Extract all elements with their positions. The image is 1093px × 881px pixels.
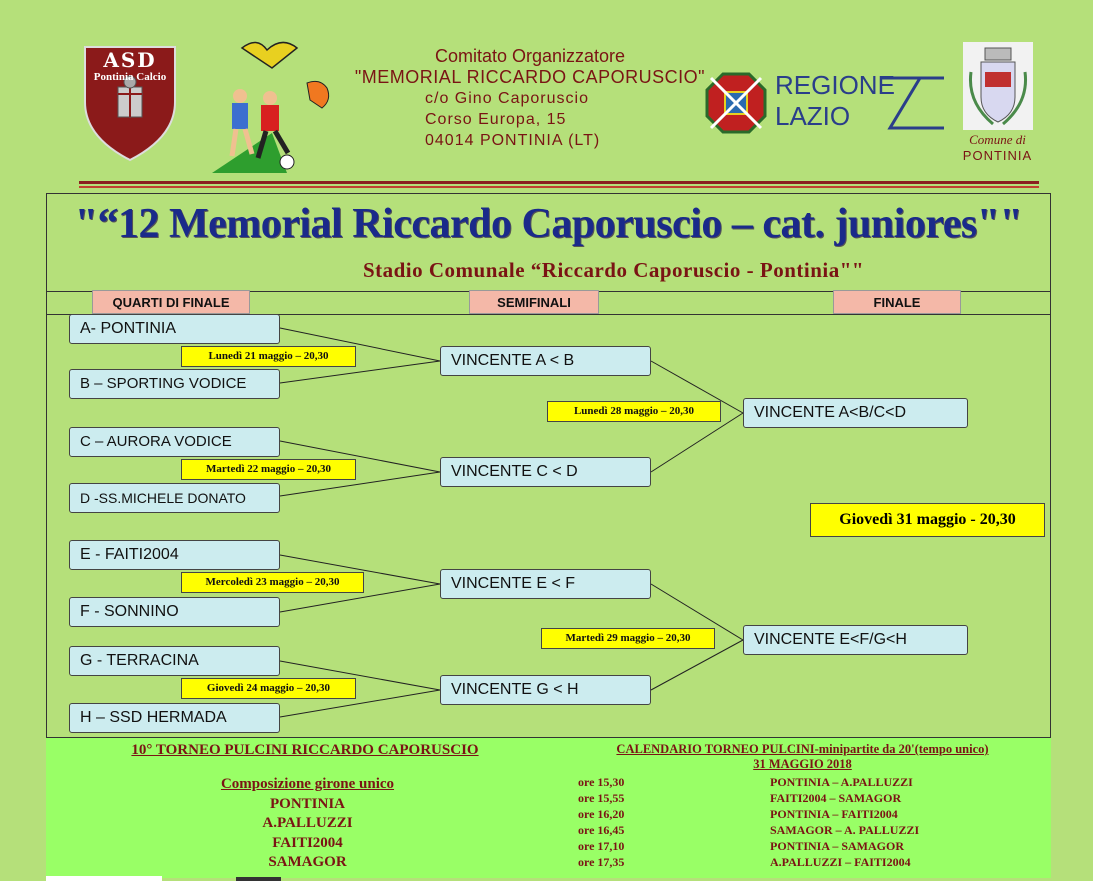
team-g-box: G - TERRACINA xyxy=(69,646,280,676)
organizer-line-4: Corso Europa, 15 xyxy=(425,111,567,128)
phase-label-final: FINALE xyxy=(833,290,961,314)
quarter-date-gh: Giovedì 24 maggio – 20,30 xyxy=(181,678,356,699)
organizer-line-5: 04014 PONTINIA (LT) xyxy=(425,132,601,149)
team-a-box: A- PONTINIA xyxy=(69,314,280,344)
match-time: ore 15,55 xyxy=(578,791,625,805)
team-f-box: F - SONNINO xyxy=(69,597,280,627)
team-d-box: D -SS.MICHELE DONATO xyxy=(69,483,280,513)
match-teams: PONTINIA – FAITI2004 xyxy=(770,807,898,821)
pulcini-title: 10° TORNEO PULCINI RICCARDO CAPORUSCIO xyxy=(131,742,479,758)
final-date: Giovedì 31 maggio - 20,30 xyxy=(810,503,1045,537)
finalist-top-box: VINCENTE A<B/C<D xyxy=(743,398,968,428)
calendar-row xyxy=(578,775,1038,791)
quarter-date-ab: Lunedì 21 maggio – 20,30 xyxy=(181,346,356,367)
quarter-date-ef: Mercoledì 23 maggio – 20,30 xyxy=(181,572,364,593)
group-team: A.PALLUZZI xyxy=(262,815,353,831)
team-b-box: B – SPORTING VODICE xyxy=(69,369,280,399)
calendar-row xyxy=(578,807,1038,823)
organizer-line-1: Comitato Organizzatore xyxy=(434,46,626,66)
regione-line-2: LAZIO xyxy=(775,101,851,131)
organizer-line-3: c/o Gino Caporuscio xyxy=(425,90,589,107)
organizer-line-2: "MEMORIAL RICCARDO CAPORUSCIO" xyxy=(354,67,706,87)
team-h-box: H – SSD HERMADA xyxy=(69,703,280,733)
semi-date-top: Lunedì 28 maggio – 20,30 xyxy=(547,401,721,422)
page-edge-mark xyxy=(236,877,281,881)
phase-label-quarter: QUARTI DI FINALE xyxy=(92,290,250,314)
match-teams: A.PALLUZZI – FAITI2004 xyxy=(770,855,911,869)
match-teams: PONTINIA – A.PALLUZZI xyxy=(770,775,913,789)
calendar-date: 31 MAGGIO 2018 xyxy=(753,757,852,771)
calendar-row xyxy=(578,839,1038,855)
stadium-subtitle: Stadio Comunale “Riccardo Caporuscio - Pontinia"" xyxy=(362,258,865,282)
phase-label-semi: SEMIFINALI xyxy=(469,290,599,314)
calendar-heading xyxy=(570,742,1035,772)
group-team: PONTINIA xyxy=(269,795,345,812)
match-teams: SAMAGOR – A. PALLUZZI xyxy=(770,823,920,837)
calendar-row xyxy=(578,823,1038,839)
semi-cd-box: VINCENTE C < D xyxy=(440,457,651,487)
finalist-bottom-box: VINCENTE E<F/G<H xyxy=(743,625,968,655)
regione-line-1: REGIONE xyxy=(775,70,895,100)
semi-gh-box: VINCENTE G < H xyxy=(440,675,651,705)
semi-ef-box: VINCENTE E < F xyxy=(440,569,651,599)
club-logo-acronym: ASD xyxy=(103,48,157,72)
match-time: ore 17,10 xyxy=(578,839,625,853)
comune-line-2: PONTINIA xyxy=(962,148,1033,163)
comune-line-1: Comune di xyxy=(969,132,1026,147)
match-teams: FAITI2004 – SAMAGOR xyxy=(770,791,902,805)
tournament-title: "“12 Memorial Riccardo Caporuscio – cat. juniores"" xyxy=(74,201,1023,247)
match-time: ore 17,35 xyxy=(578,855,625,869)
quarter-date-cd: Martedì 22 maggio – 20,30 xyxy=(181,459,356,480)
match-time: ore 16,45 xyxy=(578,823,625,837)
calendar-row xyxy=(578,791,1038,807)
team-e-box: E - FAITI2004 xyxy=(69,540,280,570)
match-time: ore 15,30 xyxy=(578,775,625,789)
semi-date-bottom: Martedì 29 maggio – 20,30 xyxy=(541,628,715,649)
pulcini-group xyxy=(60,775,555,873)
match-time: ore 16,20 xyxy=(578,807,625,821)
team-c-box: C – AURORA VODICE xyxy=(69,427,280,457)
calendar-row xyxy=(578,855,1038,871)
club-logo-name: Pontinia Calcio xyxy=(93,71,167,83)
page-edge-strip xyxy=(46,876,162,881)
group-heading: Composizione girone unico xyxy=(220,776,395,792)
calendar-title: CALENDARIO TORNEO PULCINI-minipartite da 20'(tempo unico) xyxy=(616,742,989,756)
group-team: FAITI2004 xyxy=(272,834,343,851)
match-teams: PONTINIA – SAMAGOR xyxy=(770,839,905,853)
semi-ab-box: VINCENTE A < B xyxy=(440,346,651,376)
group-team: SAMAGOR xyxy=(268,854,347,870)
